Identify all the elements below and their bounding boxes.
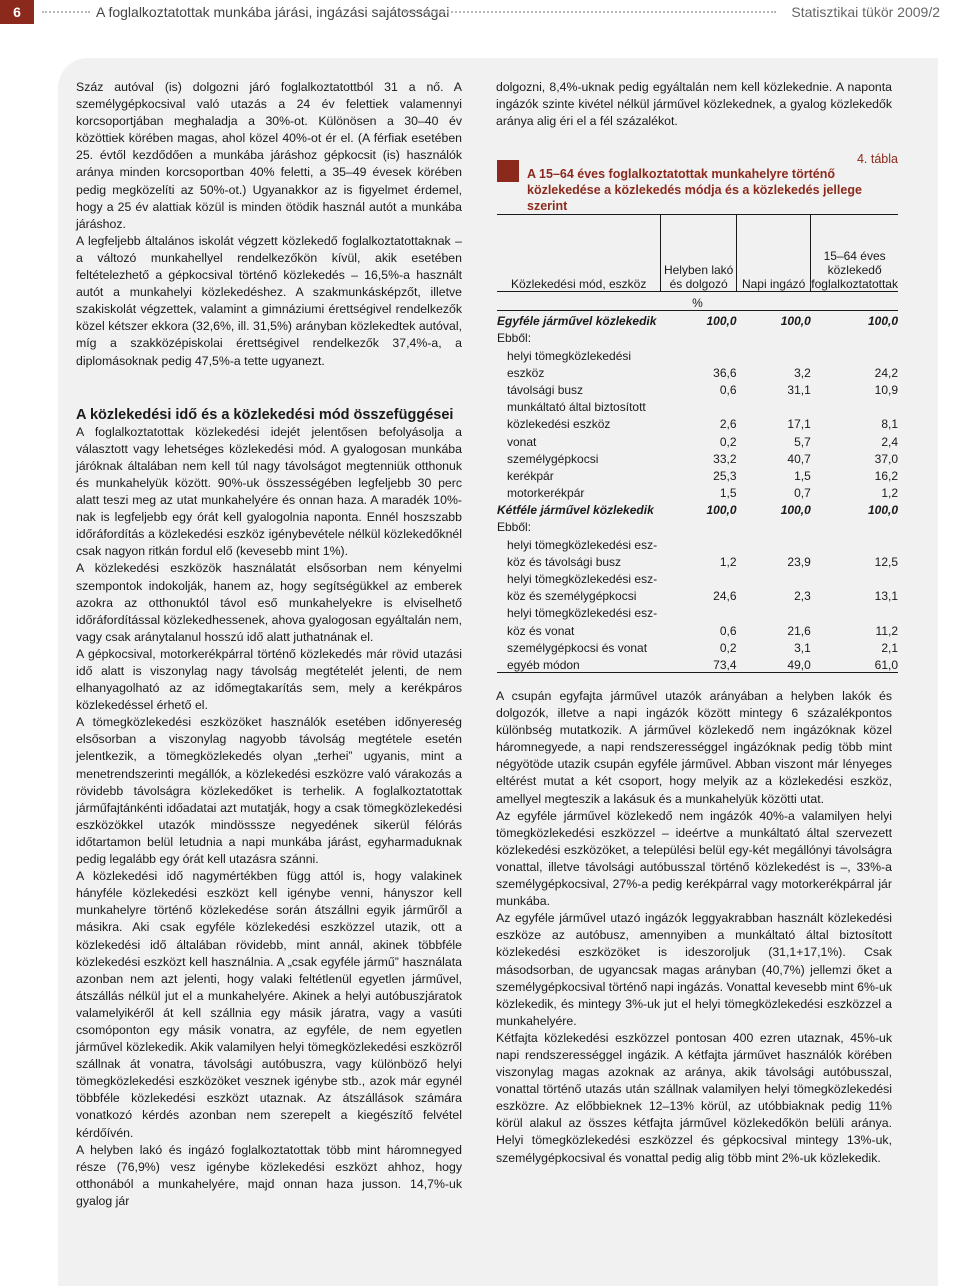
cell-value (661, 328, 737, 345)
row-label: közlekedési eszköz (507, 417, 611, 432)
cell-value: 73,4 (713, 657, 737, 672)
row-label: egyéb módon (507, 657, 580, 672)
row-label: kerékpár (507, 468, 554, 483)
cell-value: 23,9 (787, 554, 811, 569)
cell-value: 24,2 (874, 365, 898, 380)
cell-value (661, 603, 737, 620)
right-column-top (496, 79, 892, 130)
cell-value (811, 345, 898, 362)
cell-value (811, 603, 898, 620)
paragraph: A csupán egyfajta járművel utazók arányában a helyben lakók és dolgozók, illetve a napi ingázók között mintegy 6 százalékpontos különbség mutatkozik. A járművel közlekedő nem ingázóknak közel háromnegyede, a napi rendszerességgel ingázóknak pedig több mint négyötöde utazik csupán egyféle járművel. Abban viszont már lényeges eltérést mutat a két csoport, hogy melyik az a közlekedési eszköz, amellyel megteszik a lakásuk és a munkahelyük közötti utat. (496, 689, 892, 806)
row-label: helyi tömegközlekedési esz- (507, 572, 658, 586)
cell-value (737, 345, 811, 362)
cell-value: 100,0 (867, 314, 898, 329)
cell-value: 2,6 (719, 417, 737, 432)
cell-value: 100,0 (780, 503, 811, 518)
cell-value (737, 603, 811, 620)
row-label: személygépkocsi és vonat (507, 640, 648, 655)
column-header-commuter: Napi ingázó (737, 215, 811, 292)
table-row (497, 483, 898, 500)
table-row (497, 552, 898, 569)
row-label: személygépkocsi (507, 451, 599, 466)
cell-value: 12,5 (874, 554, 898, 569)
paragraph: A tömegközlekedési eszközöket használók esetében időnyereség elsősorban a viszonylag nagyobb távolság megtétele esetén jelentkezik, a tömegközlekedés olyan „terhei” ugyanis, mint a menetrendszerinti megállók, a közlekedési eszközre való várakozás a rövidebb távolságra közlekedőket is terhelik. A foglalkoztatottak járműfajtánkénti időadatai azt mutatják, hogy a csak tömegközlekedési eszközökkel utazók mindösssze negyedének sikerül félórás időtartamon belül letudnia a napi munkába járást, egyharmaduknak pedig legalább egy órát kell utazásra szánni. (76, 715, 462, 867)
cell-value (661, 345, 737, 362)
table-number: 4. tábla (856, 152, 898, 166)
table-row (497, 586, 898, 603)
cell-value: 1,5 (794, 468, 811, 483)
cell-value: 100,0 (780, 314, 811, 329)
table-row (497, 345, 898, 362)
paragraph: A legfeljebb általános iskolát végzett közlekedő foglalkoztatottaknak – a változó munkahellyel rendelkezőkön kívül, akik esetében feltételezhető a gépkocsival történő közlekedés – 16,5%-a használt autót a munkahelyi közlekedéshez. A szakmunkásképzőt, illetve szakiskolát végzettek, valamint a gimnáziumi érettségivel rendelkezők közel kétszer ekkora (32,6%, ill. 31,5%) arányban közlekedtek autóval, míg a szakközépiskolai érettségivel rendelkezők 37,4%-a, a diplomásoknak pedig 47,5%-a tette ugyanezt. (76, 233, 462, 368)
cell-value (661, 397, 737, 414)
row-label: eszköz (507, 365, 545, 380)
row-label: Egyféle járművel közlekedik (497, 314, 657, 329)
column-header-label: Közlekedési mód, eszköz (497, 215, 661, 292)
row-label: helyi tömegközlekedési esz- (507, 606, 658, 621)
cell-value (737, 569, 811, 586)
cell-value: 25,3 (713, 468, 737, 483)
cell-value: 37,0 (874, 451, 898, 466)
table-row (497, 517, 898, 534)
cell-value (737, 328, 811, 345)
caption-square-icon (497, 160, 519, 182)
paragraph: A helyben lakó és ingázó foglalkoztatottak több mint háromnegyed része (76,9%) vesz igénybe közlekedési eszközt ahhoz, hogy otthonából a munkahelyére, majd onnan haza jusson. 14,7%-uk gyalog jár (76, 1142, 462, 1208)
cell-value: 0,6 (719, 382, 737, 397)
header-dots-middle (404, 11, 776, 13)
right-column-bottom (496, 688, 892, 1167)
table-row (497, 569, 898, 586)
table-row (497, 363, 898, 380)
table-row (497, 328, 898, 345)
cell-value: 5,7 (794, 434, 811, 449)
cell-value: 2,3 (794, 589, 811, 604)
cell-value: 3,1 (794, 640, 811, 655)
cell-value: 2,1 (881, 640, 898, 655)
cell-value (737, 397, 811, 414)
cell-value: 16,2 (874, 468, 898, 483)
cell-value: 24,6 (713, 589, 737, 604)
table-row (497, 466, 898, 483)
cell-value: 17,1 (787, 417, 811, 432)
cell-value: 3,2 (794, 365, 811, 380)
cell-value: 100,0 (867, 503, 898, 518)
row-label: távolsági busz (507, 382, 584, 397)
cell-value: 1,2 (881, 486, 898, 501)
table-row (497, 603, 898, 620)
table-row (497, 431, 898, 448)
paragraph: A közlekedési idő nagymértékben függ attól is, hogy valakinek hányféle közlekedési eszközt kell igénybe venni, hányszor kell munkahelyre történő közlekedése során átszállni egyik járműről a másikra. Aki csak egyféle közlekedési eszközzel utazik, ott a közlekedési idő általában rövidebb, mint annál, akinek többféle közlekedési eszközt kell használnia. A „csak egyféle jármű” használata azonban nem azt jelenti, hogy valaki feltétlenül egyetlen járművel, átszállás nélkül jut el a munkahelyére. Akinek a helyi autóbuszjáratok valamelyikéről át kell szállnia egy másik járatra, vagy a vasúti csomóponton egy másik vonatra, az egyféle, de nem egyetlen járművel közlekedik. Akik valamilyen helyi tömegközlekedési eszközről szállnak át vonatra, távolsági autóbuszra, vagy különböző helyi tömegközlekedési eszközöket vesznek igénybe stb., azok már egynél többféle közlekedési eszközt utaznak. Az átszállások számára vonatkozó kérdés azonban nem szerepelt a kiegészítő felvétel kérdőívén. (76, 869, 462, 1140)
table-row (497, 534, 898, 551)
cell-value: 13,1 (874, 589, 898, 604)
cell-value: 40,7 (787, 451, 811, 466)
row-label: Kétféle járművel közlekedik (497, 503, 654, 518)
paragraph: Az egyféle járművel utazó ingázók leggyakrabban használt közlekedési eszköze az autóbusz, amennyiben a munkáltató által biztosított közlekedési eszközöket is ideszoroljuk (31,1+17,1%). Csak másodsorban, de ugyancsak magas arányban (40,7%) jellemzi őket a személygépkocsival történő napi ingázás. Vonattal kevesebb mint 6%-uk közlekedik, és mintegy 3%-uk jut el helyi tömegközlekedési eszközzel a munkahelyére. (496, 911, 892, 1028)
table-row (497, 449, 898, 466)
row-label: helyi tömegközlekedési esz- (507, 537, 658, 552)
page-number: 6 (0, 0, 34, 24)
section-heading: A közlekedési idő és a közlekedési mód összefüggései (76, 406, 454, 423)
cell-value: 11,2 (875, 623, 898, 638)
cell-value: 0,2 (719, 434, 737, 449)
cell-value: 61,0 (874, 657, 898, 672)
row-label: köz és távolsági busz (507, 554, 622, 569)
row-label: munkáltató által biztosított (507, 400, 646, 415)
table-row (497, 414, 898, 431)
header-dots-left (42, 11, 90, 13)
unit-label: % (692, 296, 703, 310)
paragraph: A foglalkoztatottak közlekedési idejét jelentősen befolyásolja a választott vagy lehetséges közlekedési mód. A gyalogosan munkába járóknak általában nem kell túl nagy távolságot megtenniük otthonuk és munkahelyük között. 90%-uk összességében legfeljebb 30 perc alatt teszi meg az utat munkahelyére és onnan haza. A maradék 10%-nak is legfeljebb egy órát kell gyalogolnia naponta. Ennél hoszszabb időráfordítás a közlekedési eszköz igénybevétele nélkül közlekedőknél csak nagyon ritkán fordul elő (kevesebb mint 1%). (76, 424, 462, 559)
cell-value: 100,0 (706, 314, 737, 329)
cell-value: 21,6 (787, 623, 811, 638)
paragraph: A közlekedési eszközök használatát elsősorban nem kényelmi szempontok indokolják, hanem az, hogy segítségükkel az emberek azokra az otthonuktól távol eső munkahelyekre is elviselhető időráfordítással közlekedhessenek, ahova gyalogosan egyáltalán nem, vagy csak aránytalanul hosszú idő alatt juthatnának el. (76, 561, 462, 644)
table-row (497, 311, 898, 329)
cell-value: 49,0 (787, 657, 811, 672)
table-row (497, 620, 898, 637)
cell-value (737, 517, 811, 534)
paragraph: Száz autóval (is) dolgozni járó foglalkoztatottból 31 a nő. A személygépkocsival való utazás a 24 év felettiek valamennyi korcsoportjában meghaladja a 30%-ot. Különösen a 30–40 év közöttiek körében magas, ahol közel 40%-ot ér el. (A férfiak esetében 25. évtől kezdődően a munkába járáshoz gépkocsit (is) használók aránya minden korcsoportban 40% feletti, a 35–49 évesek körében pedig megközelíti az 50%-ot.) Ugyanakkor az is figyelmet érdemel, hogy a 25 év alattiak közül is minden ötödik használ autót a munkába járáshoz. (76, 80, 462, 231)
cell-value (811, 534, 898, 551)
cell-value (811, 517, 898, 534)
cell-value: 36,6 (713, 365, 737, 380)
paragraph: dolgozni, 8,4%-uknak pedig egyáltalán nem kell közlekednie. A naponta ingázók szinte kivétel nélkül járművel közlekednek, a gyalog közlekedők aránya alig éri el a fél százalékot. (496, 80, 892, 129)
row-label: motorkerékpár (507, 486, 585, 501)
cell-value (661, 534, 737, 551)
cell-value: 31,1 (787, 382, 811, 397)
paragraph: Kétfajta közlekedési eszközzel pontosan 400 ezren utaznak, 45%-uk napi rendszerességgel ingázik. A kétfajta járművet használók körében viszonylag magas azoknak az aránya, akik távolsági autóbusszal, vonattal történő utazás után szállnak valamilyen helyi tömegközlekedési eszközre. Az előbbieknek 12–13% körül, az utóbbiaknak pedig 11% körül alakul az összes kétfajta járművel közlekedőkön belüli aránya. Helyi tömegközlekedési eszközzel és gépkocsival mintegy 13%-uk, személygépkocsival és vonattal pedig alig több mint 2%-uk közlekedik. (496, 1030, 892, 1165)
cell-value (661, 517, 737, 534)
cell-value: 0,6 (719, 623, 737, 638)
row-label: köz és vonat (507, 623, 575, 638)
cell-value: 8,1 (881, 417, 898, 432)
cell-value: 10,9 (874, 382, 898, 397)
cell-value: 33,2 (713, 451, 737, 466)
row-label: vonat (507, 434, 537, 449)
table-title: A 15–64 éves foglalkoztatottak munkahelyre történő közlekedése a közlekedés módja és a közlekedés jellege szerint (527, 167, 862, 213)
page-header (0, 0, 960, 28)
table-row (497, 655, 898, 673)
cell-value: 1,5 (719, 486, 737, 501)
paragraph: A gépkocsival, motorkerékpárral történő közlekedés már rövid utazási idő alatt is viszonylag nagy távolság megtételét jelenti, de nem elhanyagolható az az időmegtakarítás sem, mely a kerékpáros közlekedéssel érhető el. (76, 646, 462, 713)
table-row (497, 500, 898, 517)
table-row (497, 380, 898, 397)
cell-value (661, 569, 737, 586)
row-label: Ebből: (497, 331, 532, 346)
running-title: A foglalkoztatottak munkába járási, ingázási sajátosságai (96, 4, 450, 20)
cell-value (811, 328, 898, 345)
row-label: Ebből: (497, 520, 532, 535)
column-header-local: Helyben lakó és dolgozó (661, 215, 737, 292)
cell-value: 100,0 (706, 503, 737, 518)
cell-value: 0,2 (719, 640, 737, 655)
cell-value (811, 397, 898, 414)
table-row (497, 638, 898, 655)
row-label: köz és személygépkocsi (507, 589, 637, 604)
data-table (497, 214, 898, 673)
table-row (497, 397, 898, 414)
left-column (76, 79, 462, 1210)
paragraph: Az egyféle járművel közlekedő nem ingázók 40%-a valamilyen helyi tömegközlekedési eszközzel – ideértve a munkáltató által szervezett közlekedési eszközöket, a települési belül egy-két megállónyi távolságra vonattal, illetve távolsági autóbusszal történő közlekedést is –, 33%-a személygépkocsival, 27%-a pedig kerékpárral vagy motorkerékpárral jár munkába. (496, 808, 892, 909)
cell-value: 2,4 (881, 434, 898, 449)
column-header-total: 15–64 éves közlekedő foglalkoztatottak (811, 249, 898, 291)
cell-value (737, 534, 811, 551)
cell-value: 1,2 (719, 554, 737, 569)
publication-title: Statisztikai tükör 2009/2 (791, 4, 940, 20)
row-label: helyi tömegközlekedési (507, 348, 632, 363)
cell-value (811, 569, 898, 586)
cell-value: 0,7 (794, 486, 811, 501)
